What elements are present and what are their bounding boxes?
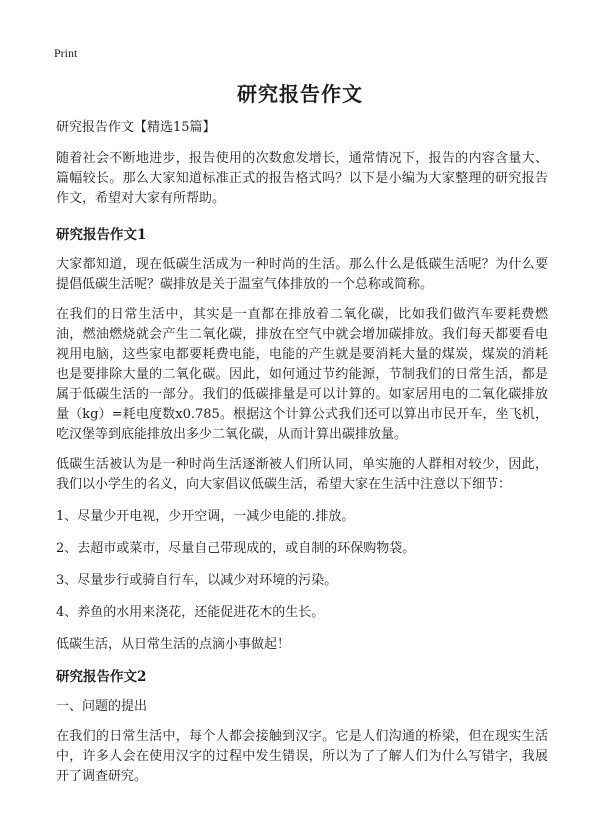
section-heading-1: 研究报告作文1	[56, 227, 147, 243]
list-item: 2、去超市或菜市，尽量自己带现成的，或自制的环保购物袋。	[56, 541, 416, 556]
section-1-paragraph-3: 低碳生活被认为是一种时尚生活逐渐被人们所认同，单实施的人群相对较少，因此，我们以小学生的名义，向大家倡议低碳生活，希望大家在生活中注意以下细节：	[56, 457, 548, 492]
section-1-closing: 低碳生活，从日常生活的点滴小事做起！	[56, 637, 291, 652]
section-1-paragraph-1: 大家都知道，现在低碳生活成为一种时尚的生活。那么什么是低碳生活呢？为什么要提倡低碳生活呢？碳排放是关于温室气体排放的一个总称或简称。	[56, 257, 548, 292]
list-item: 3、尽量步行或骑自行车，以减少对环境的污染。	[56, 573, 338, 588]
article-subtitle: 研究报告作文【精选15篇】	[56, 120, 216, 135]
section-2-paragraph-1: 一、问题的提出	[56, 699, 148, 714]
list-item: 4、养鱼的水用来浇花，还能促进花木的生长。	[56, 605, 325, 620]
list-item: 1、尽量少开电视，少开空调，一减少电能的.排放。	[56, 509, 355, 524]
section-heading-2: 研究报告作文2	[56, 669, 147, 685]
intro-paragraph: 随着社会不断地进步，报告使用的次数愈发增长，通常情况下，报告的内容含量大、篇幅较长。那么大家知道标准正式的报告格式吗？以下是小编为大家整理的研究报告作文，希望对大家有所帮助。	[56, 151, 548, 206]
section-2-paragraph-2: 在我们的日常生活中，每个人都会接触到汉字。它是人们沟通的桥梁，但在现实生活中，许多人会在使用汉字的过程中发生错误，所以为了了解人们为什么写错字，我展开了调查研究。	[56, 729, 548, 784]
article-body	[56, 118, 548, 797]
page-title: 研究报告作文	[237, 82, 363, 106]
section-1-paragraph-2: 在我们的日常生活中，其实是一直都在排放着二氧化碳，比如我们做汽车要耗费燃油，燃油燃烧就会产生二氧化碳，排放在空气中就会增加碳排放。我们每天都要看电视用电脑，这些家电都要耗费电能，电能的产生就是要消耗大量的煤炭，煤炭的消耗也是要排除大量的二氧化碳。因此，如何通过节约能源，节制我们的日常生活，都是属于低碳生活的一部分。我们的低碳排量是可以计算的。如家居用电的二氧化碳排放量（kg）=耗电度数x0.785。根据这个计算公式我们还可以算出市民开车，坐飞机，吃汉堡等到底能排放出多少二氧化碳，从而计算出碳排放量。	[56, 307, 548, 442]
print-link[interactable]: Print	[54, 46, 78, 60]
